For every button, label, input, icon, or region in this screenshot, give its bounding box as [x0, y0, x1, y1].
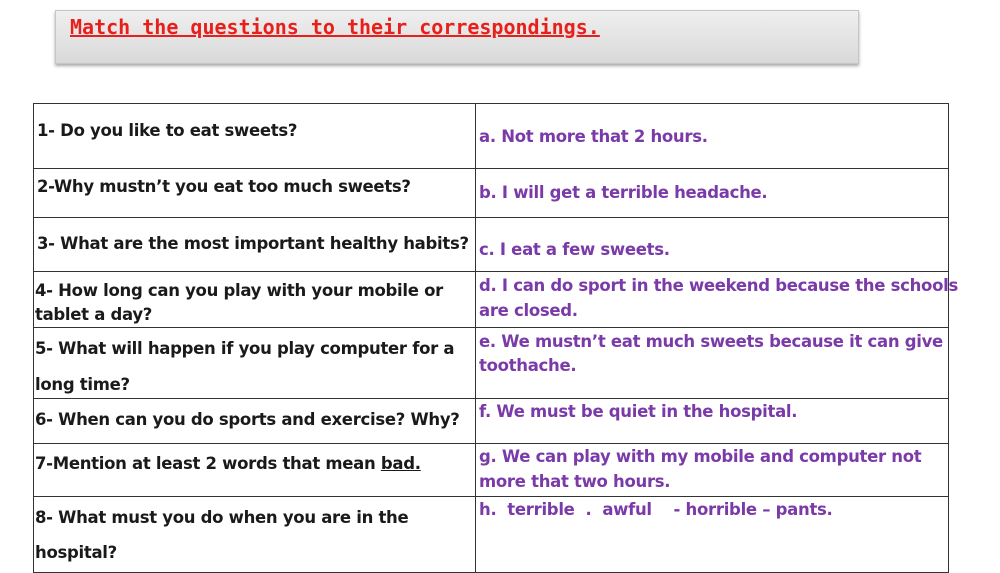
answer-a: a. Not more that 2 hours. — [479, 127, 708, 146]
title-banner — [55, 10, 859, 64]
question-2: 2-Why mustn’t you eat too much sweets? — [37, 177, 411, 196]
question-4-line-1: 4- How long can you play with your mobile or — [35, 281, 443, 300]
question-7-text: 7-Mention at least 2 words that mean — [35, 454, 381, 473]
question-7 — [35, 454, 421, 473]
page-title: Match the questions to their correspondings. — [70, 15, 600, 39]
question-6: 6- When can you do sports and exercise? Why? — [35, 410, 460, 429]
question-4-line-2: tablet a day? — [35, 305, 153, 324]
question-5-line-1: 5- What will happen if you play computer for a — [35, 339, 455, 358]
answer-g-line-2: more that two hours. — [479, 472, 671, 491]
answer-c: c. I eat a few sweets. — [479, 240, 670, 259]
answer-f: f. We must be quiet in the hospital. — [479, 402, 798, 421]
answer-e-line-2: toothache. — [479, 356, 577, 375]
question-1: 1- Do you like to eat sweets? — [37, 121, 298, 140]
answer-d-line-2: are closed. — [479, 301, 578, 320]
row-divider — [33, 327, 949, 328]
row-divider — [33, 443, 949, 444]
column-divider — [475, 103, 476, 573]
question-7-underlined-word: bad. — [380, 454, 421, 473]
row-divider — [33, 217, 949, 218]
answer-d-line-1: d. I can do sport in the weekend because the schools — [479, 276, 958, 295]
answer-e-line-1: e. We mustn’t eat much sweets because it can give — [479, 332, 943, 351]
answer-b: b. I will get a terrible headache. — [479, 183, 768, 202]
row-divider — [33, 398, 949, 399]
question-8-line-1: 8- What must you do when you are in the — [35, 508, 409, 527]
answer-g-line-1: g. We can play with my mobile and computer not — [479, 447, 922, 466]
row-divider — [33, 168, 949, 169]
row-divider — [33, 496, 949, 497]
answer-h: h. terrible . awful - horrible – pants. — [479, 500, 833, 519]
question-3: 3- What are the most important healthy habits? — [37, 234, 469, 253]
question-8-line-2: hospital? — [35, 543, 117, 562]
row-divider — [33, 271, 949, 272]
question-5-line-2: long time? — [35, 375, 130, 394]
